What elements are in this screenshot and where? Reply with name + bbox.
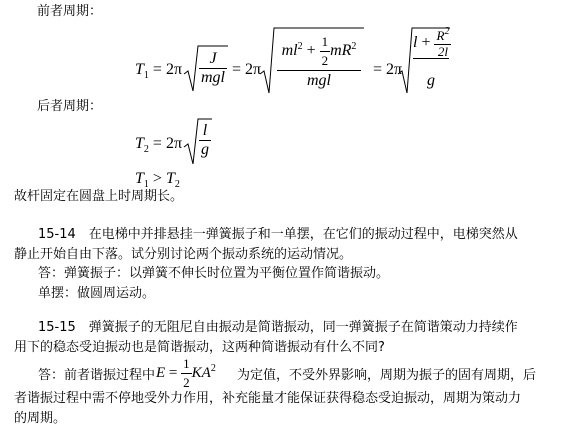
var-E: E xyxy=(156,364,166,381)
term-ml: ml xyxy=(281,42,298,60)
energy-formula xyxy=(156,355,216,392)
var-R: R xyxy=(436,28,445,43)
equals-sign: = xyxy=(373,61,383,78)
q14-answer-1: 答：弹簧振子：以弹簧不伸长时位置为平衡位置作简谐振动。 xyxy=(38,266,390,281)
equals-sign: = xyxy=(168,364,178,381)
exponent: 2 xyxy=(444,26,450,37)
denominator-g: g xyxy=(201,141,209,158)
two-pi: 2π xyxy=(165,61,183,78)
plus-sign: + xyxy=(421,34,431,52)
q15-answer-line-3: 的周期。 xyxy=(14,411,67,426)
subscript: 2 xyxy=(143,144,149,155)
q14-line-1: 15-14 在电梯中并排悬挂一弹簧振子和一单摆，在它们的振动过程中，电梯突然从 xyxy=(38,227,518,242)
var-T: T xyxy=(135,135,144,152)
subscript: 2 xyxy=(174,179,180,190)
q15-line-2: 用下的稳态受迫振动也是简谐振动，这两种简谐振动有什么不同? xyxy=(14,340,385,355)
q15-answer-suffix: 为定值，不受外界影响，周期为振子的固有周期，后 xyxy=(237,368,537,383)
greater-than: > xyxy=(152,170,162,187)
var-T: T xyxy=(135,170,144,187)
two-pi: 2π xyxy=(165,135,183,152)
latter-period-label: 后者周期： xyxy=(37,99,103,114)
term-KA: KA xyxy=(191,364,211,381)
subscript: 1 xyxy=(143,179,149,190)
q14-answer-2: 单摆：做圆周运动。 xyxy=(38,286,156,301)
conclusion-text: 故杆固定在圆盘上时周期长。 xyxy=(14,189,184,204)
formula-t1-lhs xyxy=(135,61,182,81)
term-mR: mR xyxy=(330,42,352,60)
big-denominator: mgl xyxy=(307,72,331,89)
var-T: T xyxy=(135,61,144,78)
half-denominator: 2 xyxy=(183,375,190,390)
half-denominator: 2 xyxy=(321,53,329,68)
var-l: l xyxy=(413,34,418,52)
q15-answer-line-2: 者谐振过程中需不停地受外力作用，补充能量才能保证获得稳态受迫振动，周期为策动力 xyxy=(14,391,522,406)
numerator-l: l xyxy=(199,122,211,141)
two-pi: 2π xyxy=(386,61,403,78)
right-numerator xyxy=(413,26,450,59)
fraction-l-g xyxy=(199,122,211,159)
plus-sign: + xyxy=(306,42,316,60)
subscript: 1 xyxy=(143,70,149,81)
big-numerator xyxy=(277,33,361,71)
term-2l: 2l xyxy=(437,44,449,59)
equals-sign: = xyxy=(152,61,162,78)
numerator-J: J xyxy=(199,50,227,69)
former-period-label: 前者周期： xyxy=(37,4,103,19)
inequality xyxy=(135,170,180,190)
q14-line-2: 静止开始自由下落。试分别讨论两个振动系统的运动情况。 xyxy=(14,247,353,262)
formula-t2-lhs xyxy=(135,135,182,155)
var-T: T xyxy=(165,170,175,187)
exponent: 2 xyxy=(297,41,303,53)
two-pi: 2π xyxy=(245,61,262,78)
q15-answer-prefix: 答：前者谐振过程中 xyxy=(38,368,156,383)
q15-line-1: 15-15 弹簧振子的无阻尼自由振动是简谐振动，同一弹簧振子在简谐策动力持续作 xyxy=(38,320,518,335)
formula-middle-prefix xyxy=(232,61,261,79)
right-denominator: g xyxy=(427,72,435,89)
half-numerator: 1 xyxy=(320,33,331,52)
equals-sign: = xyxy=(232,61,242,78)
fraction-J-mgl xyxy=(199,50,227,87)
equals-sign: = xyxy=(152,135,162,152)
exponent: 2 xyxy=(210,362,216,374)
denominator-mgl: mgl xyxy=(201,69,225,86)
half-numerator: 1 xyxy=(181,355,192,374)
exponent: 2 xyxy=(351,41,357,53)
